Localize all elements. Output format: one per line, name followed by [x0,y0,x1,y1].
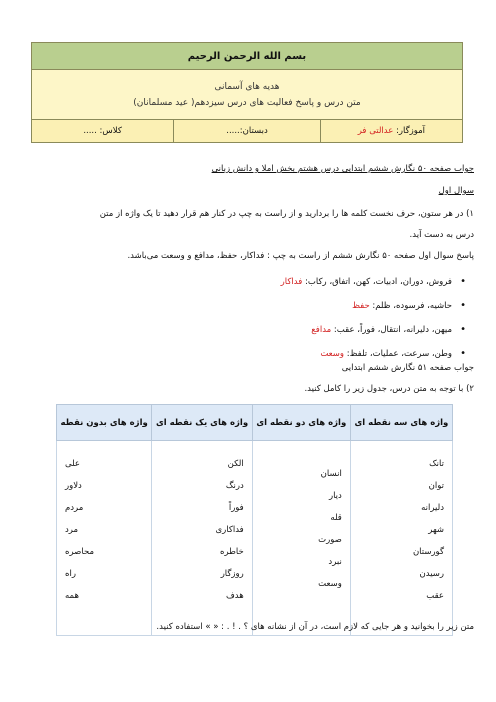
table-word: محاصره [65,547,94,557]
list-item: • فروش، دوران، ادبیات، کهن، اتفاق، رکاب: فداکار [22,270,474,294]
table-word: دلیرانه [421,503,444,513]
table-word: دیار [328,491,342,501]
table-word: روزگار [220,569,244,579]
table-word: توان [428,481,444,491]
col-header-no-dot: واژه های بدون نقطه [57,405,152,441]
two-dot-words [252,441,350,636]
table-word: الکن [227,459,244,469]
teacher-name: عدالتی فر [357,126,394,136]
table-word: عقب [426,591,444,601]
table-word: همه [65,591,79,601]
answer1-line: پاسخ سوال اول صفحه ۵۰ نگارش ششم از راست به چپ : فداکار، حفظ، مدافع و وسعت می‌باشد. [127,251,474,261]
subtitle-line2: متن درس و پاسخ فعالیت های درس سیزدهم( عید مسلمانان) [133,97,361,108]
one-dot-words [152,441,252,636]
header-title: بسم الله الرحمن الرحیم [32,43,463,70]
footer-instruction: متن زیر را بخوانید و هر جایی که لازم است، در آن از نشانه های ؟ . ! . : « » استفاده کنید. [156,622,474,632]
class-cell: کلاس: ..... [32,120,174,143]
three-dot-words [350,441,452,636]
table-word: تانک [429,459,444,469]
question2: ۲) با توجه به متن درس، جدول زیر را کامل کنید. [304,384,474,394]
table-word: صورت [318,535,342,545]
no-dot-words [57,441,152,636]
table-word: درنگ [225,481,244,491]
table-word: راه [65,569,76,579]
col-header-three-dot: واژه های سه نقطه ای [350,405,452,441]
list-item: • میهن، دلیرانه، انتقال، فوراً، عقب: مدافع [22,318,474,342]
answer-list [22,270,474,366]
table-word: شهر [428,525,444,535]
header-subtitle [32,70,463,120]
table-word: خاطره [219,547,244,557]
section2-heading: جواب صفحه ۵۱ نگارش ششم ابتدایی [341,363,474,373]
subtitle-line1: هدیه های آسمانی [214,81,280,92]
table-word: مرد [65,525,79,535]
teacher-cell [320,120,462,143]
table-word: فوراً [228,503,244,513]
teacher-label: آموزگار: [396,126,426,136]
table-word: قله [330,513,342,523]
table-word: وسعت [318,579,342,589]
table-word: هدف [225,591,244,601]
list-item: • وطن، سرعت، عملیات، تلفظ: وسعت [22,342,474,366]
table-word: گورستان [412,547,444,557]
col-header-one-dot: واژه های یک نقطه ای [152,405,252,441]
list-item: • حاشیه، فرسوده، ظلم: حفظ [22,294,474,318]
col-header-two-dot: واژه های دو نقطه ای [252,405,350,441]
section1-heading: جواب صفحه ۵۰ نگارش ششم ابتدایی درس هشتم بخش املا و دانش زبانی [211,164,474,174]
table-word: رسیدن [419,569,444,579]
header-table [31,42,463,143]
question1-line1: ۱) در هر ستون، حرف نخست کلمه ها را بردارید و از راست به چپ در کنار هم قرار دهید تا یک واژه از متن [99,209,474,219]
table-word: علی [65,459,80,469]
word-table [56,404,453,636]
question1-title: سوال اول [438,186,474,196]
table-word: نبرد [328,557,342,567]
table-word: مردم [65,503,84,513]
question1-line2: درس به دست آید. [409,230,474,240]
school-cell: دبستان:..... [174,120,321,143]
table-word: انسان [320,469,342,479]
table-word: فداکاری [215,525,244,535]
table-word: دلاور [65,481,82,491]
